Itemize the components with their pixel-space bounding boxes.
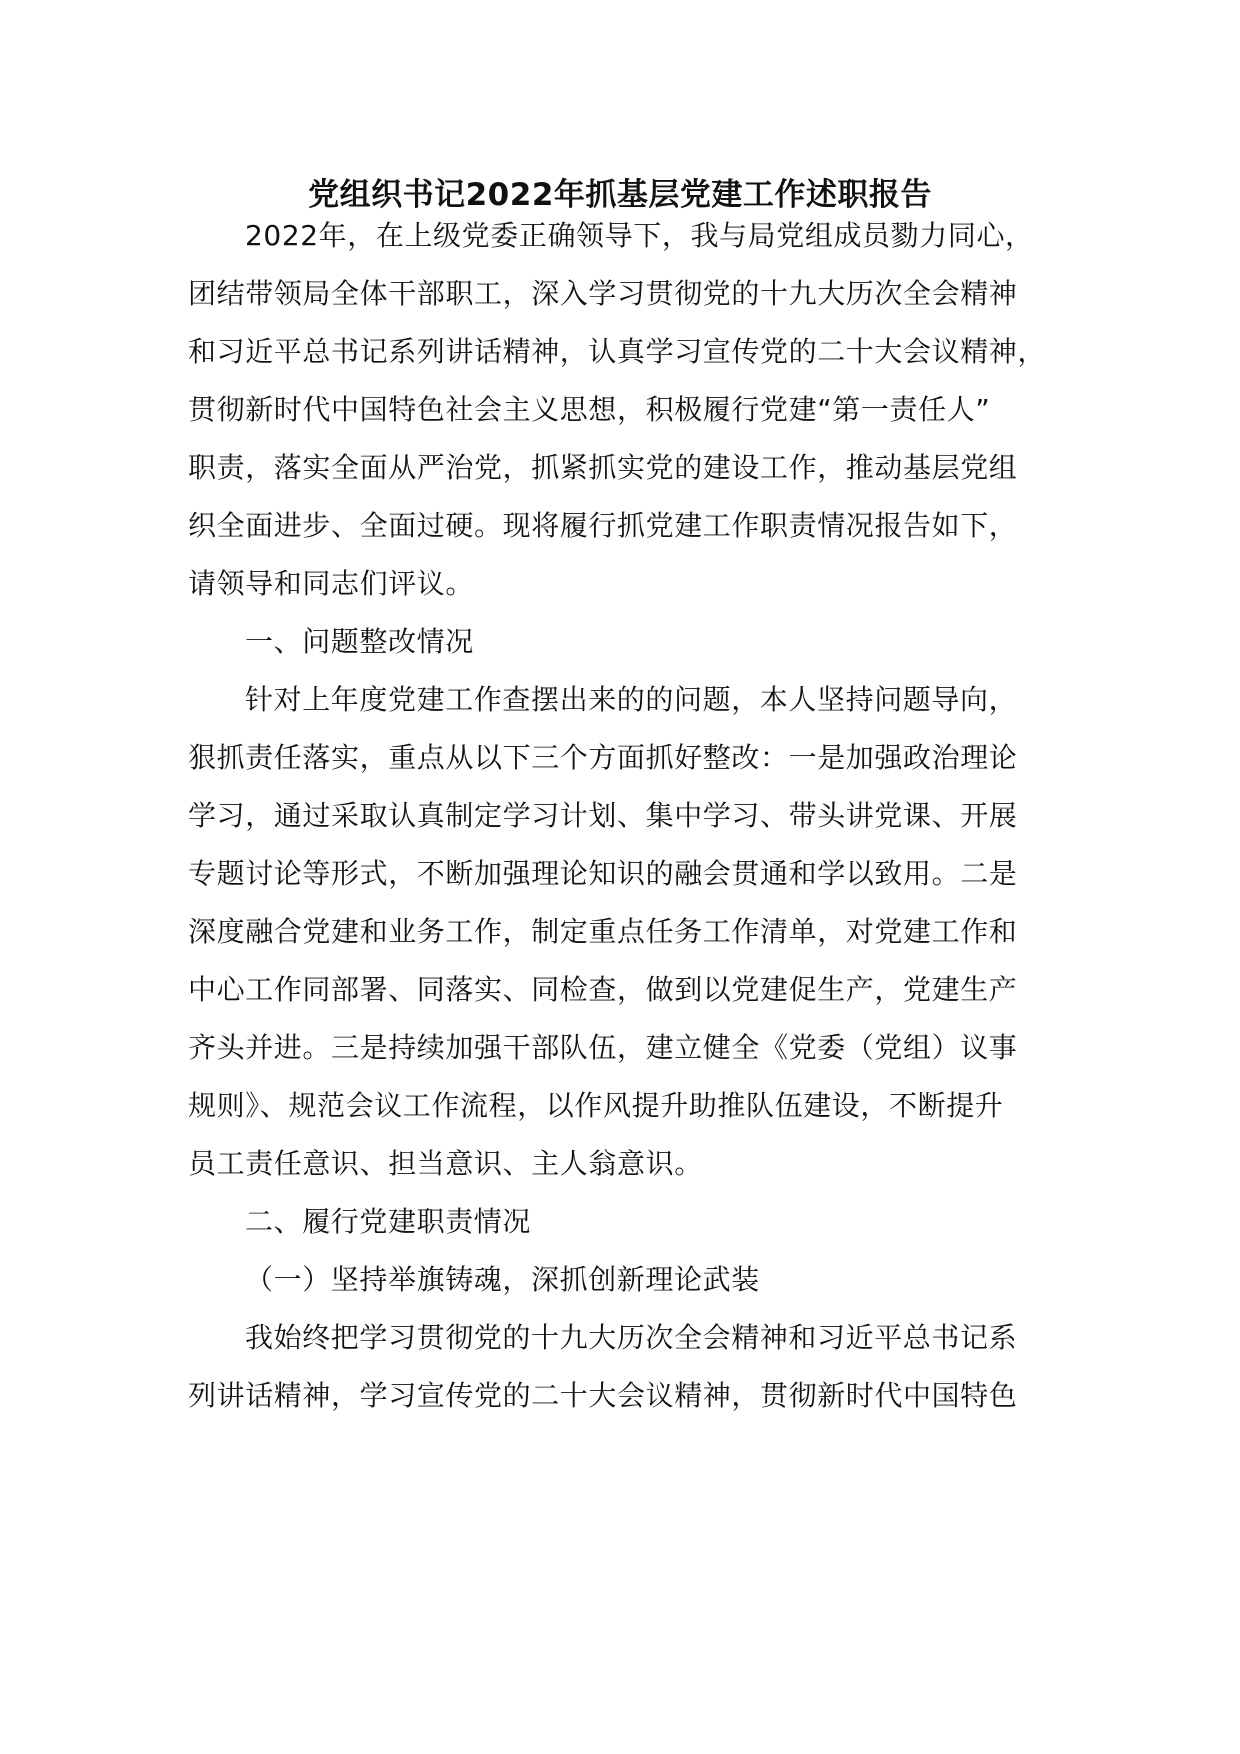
paragraph-line: 狠抓责任落实，重点从以下三个方面抓好整改：一是加强政治理论 (188, 741, 1018, 774)
paragraph-line: 职责，落实全面从严治党，抓紧抓实党的建设工作，推动基层党组 (188, 451, 1018, 484)
paragraph-line: 我始终把学习贯彻党的十九大历次全会精神和习近平总书记系 (245, 1321, 1018, 1354)
paragraph-line: 中心工作同部署、同落实、同检查，做到以党建促生产，党建生产 (188, 973, 1018, 1006)
paragraph-line: 齐头并进。三是持续加强干部队伍，建立健全《党委（党组）议事 (188, 1031, 1018, 1064)
paragraph-line: 规则》、规范会议工作流程，以作风提升助推队伍建设，不断提升 (188, 1089, 1004, 1122)
paragraph-line: 和习近平总书记系列讲话精神，认真学习宣传党的二十大会议精神， (188, 335, 1047, 368)
paragraph-line: 贯彻新时代中国特色社会主义思想，积极履行党建“第一责任人” (188, 393, 991, 426)
subsection-heading: （一）坚持举旗铸魂，深抓创新理论武装 (245, 1263, 760, 1296)
paragraph-line: 学习，通过采取认真制定学习计划、集中学习、带头讲党课、开展 (188, 799, 1018, 832)
document-title: 党组织书记2022年抓基层党建工作述职报告 (308, 177, 932, 213)
section-heading: 二、履行党建职责情况 (245, 1205, 532, 1238)
paragraph-line: 列讲话精神，学习宣传党的二十大会议精神，贯彻新时代中国特色 (188, 1379, 1018, 1412)
section-heading: 一、问题整改情况 (245, 625, 474, 658)
paragraph-line: 请领导和同志们评议。 (188, 567, 475, 600)
paragraph-line: 2022年，在上级党委正确领导下，我与局党组成员勠力同心， (245, 219, 1034, 252)
paragraph-line: 深度融合党建和业务工作，制定重点任务工作清单，对党建工作和 (188, 915, 1018, 948)
paragraph-line: 团结带领局全体干部职工，深入学习贯彻党的十九大历次全会精神 (188, 277, 1018, 310)
paragraph-line: 员工责任意识、担当意识、主人翁意识。 (188, 1147, 703, 1180)
paragraph-line: 专题讨论等形式，不断加强理论知识的融会贯通和学以致用。二是 (188, 857, 1018, 890)
paragraph-line: 织全面进步、全面过硬。现将履行抓党建工作职责情况报告如下， (188, 509, 1018, 542)
paragraph-line: 针对上年度党建工作查摆出来的的问题，本人坚持问题导向， (245, 683, 1018, 716)
